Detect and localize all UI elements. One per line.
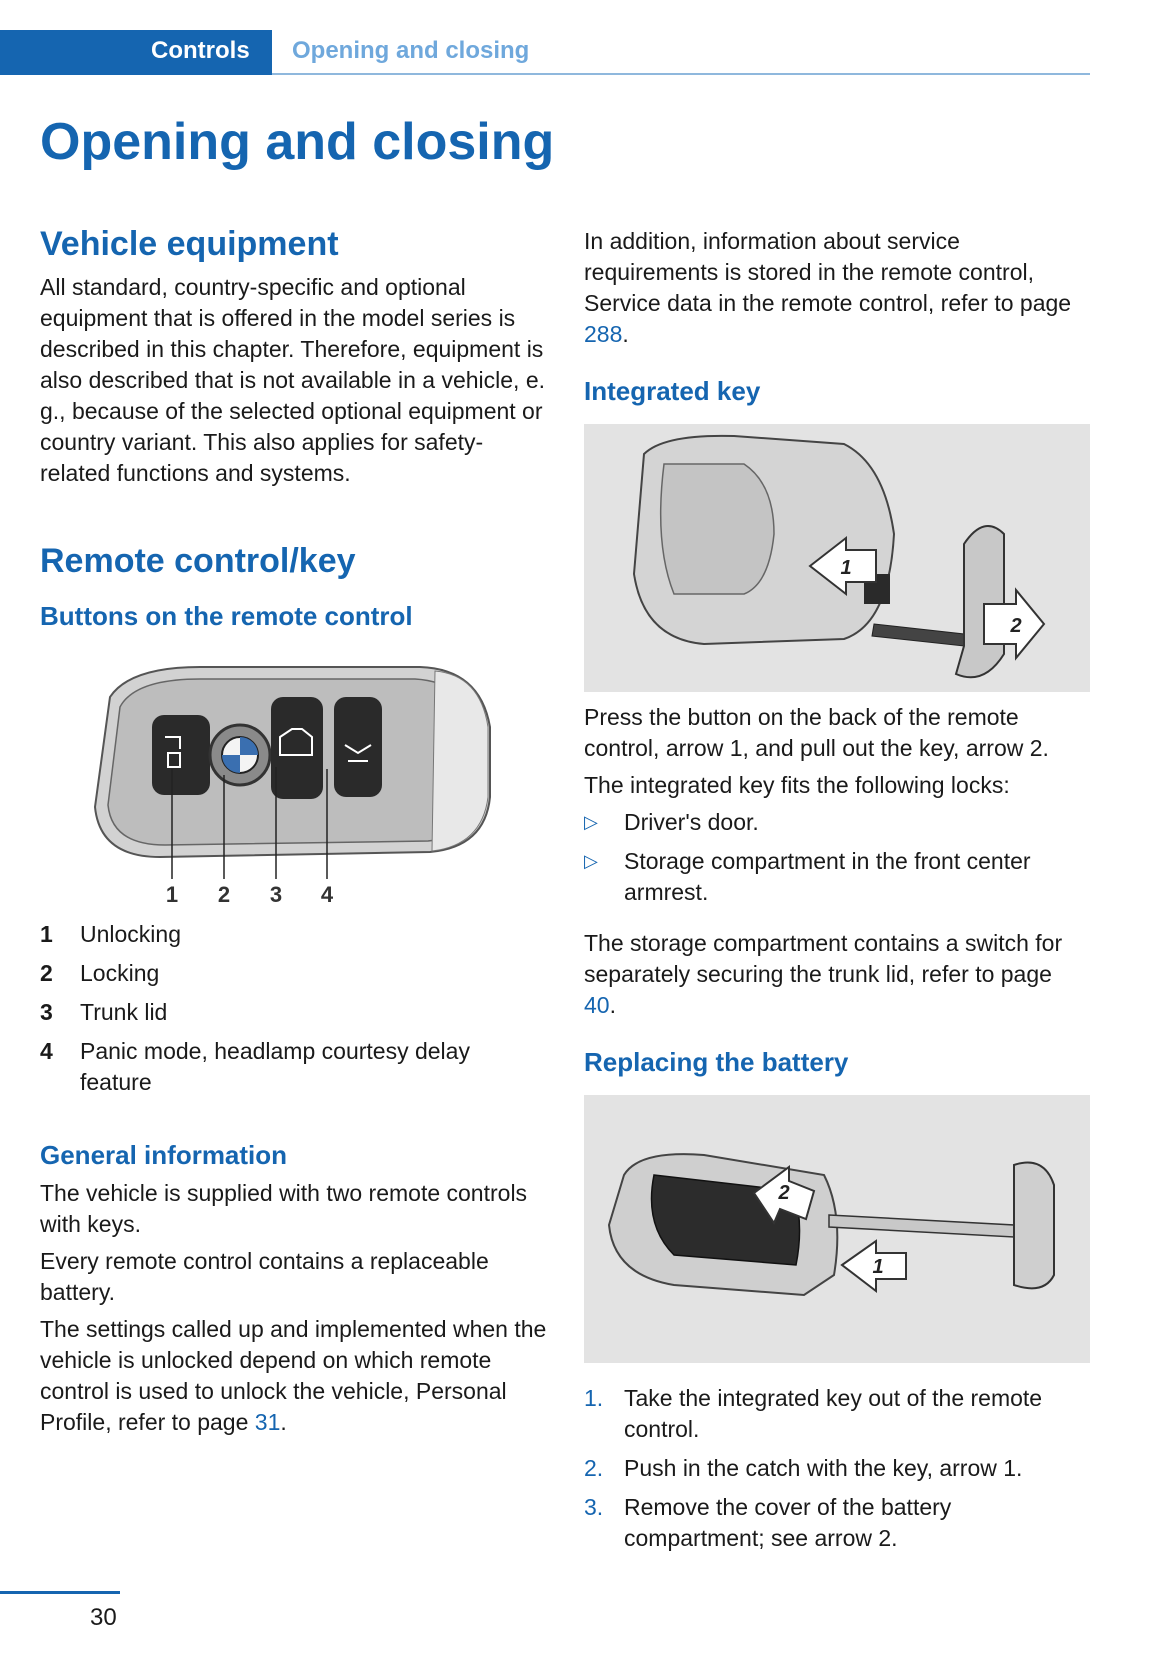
item-number: 2 — [40, 960, 53, 986]
page-link[interactable]: 288 — [584, 321, 623, 347]
battery-steps — [584, 1383, 1090, 1554]
arrow-label: 1 — [840, 557, 852, 579]
figure-label: 3 — [269, 882, 283, 907]
integrated-key-illustration — [584, 424, 1090, 692]
bullet-icon: ▷ — [584, 851, 598, 871]
list-item — [584, 846, 1090, 908]
general-text-1: The vehicle is supplied with two remote controls with keys. — [40, 1180, 528, 1237]
list-item — [584, 1492, 1090, 1554]
footer-rule — [0, 1591, 120, 1594]
item-label: Storage compartment in the front center armrest. — [624, 848, 1031, 905]
remote-control-illustration — [40, 657, 550, 907]
service-data-text: In addition, information about service requirements is stored in the remote control, Service data in the remote control, refer to page 288. — [584, 228, 1072, 347]
header-chapter: Controls — [151, 37, 250, 64]
arrow-label: 2 — [778, 1182, 790, 1204]
list-item — [584, 1383, 1090, 1445]
general-heading: General information — [40, 1140, 288, 1170]
integrated-key-figure — [584, 424, 1090, 692]
item-label: Panic mode, headlamp courtesy delay feature — [80, 1038, 470, 1095]
list-item — [40, 997, 550, 1028]
item-number: 4 — [40, 1038, 53, 1064]
page-number: 30 — [90, 1604, 117, 1631]
step-number: 1. — [584, 1385, 604, 1411]
arrow-label: 1 — [872, 1256, 884, 1278]
figure-label: 4 — [320, 882, 334, 907]
list-item — [584, 807, 1090, 838]
general-text-3: The settings called up and implemented when the vehicle is unlocked depend on which remote control is used to unlock the vehicle, Personal Profile, refer to page 31. — [40, 1316, 547, 1435]
step-text: Push in the catch with the key, arrow 1. — [624, 1455, 1023, 1481]
step-text: Take the integrated key out of the remote control. — [624, 1385, 1043, 1442]
list-item — [584, 1453, 1090, 1484]
header-rule — [272, 73, 1090, 75]
list-item — [40, 958, 550, 989]
right-column — [584, 226, 1090, 1562]
integrated-key-text-2: The integrated key fits the following locks: — [584, 772, 1010, 798]
integrated-key-text-3: The storage compartment contains a switch for separately securing the trunk lid, refer to page 40. — [584, 930, 1063, 1018]
step-number: 3. — [584, 1494, 604, 1520]
step-text: Remove the cover of the battery compartment; see arrow 2. — [624, 1494, 952, 1551]
list-item — [40, 1036, 550, 1098]
page-link[interactable]: 40 — [584, 992, 610, 1018]
vehicle-equipment-text: All standard, country-specific and optional equipment that is offered in the model series is described in this chapter. Therefore, equipment is also described that is not available in a vehicle, e. g., because of the selected optional equipment or country variant. This also applies for safety-related functions and systems. — [40, 274, 546, 486]
arrow-label: 2 — [1010, 615, 1022, 637]
item-label: Trunk lid — [80, 999, 168, 1025]
integrated-key-heading: Integrated key — [584, 376, 761, 406]
page-title: Opening and closing — [40, 113, 555, 171]
left-column — [40, 222, 550, 1438]
integrated-key-text-1: Press the button on the back of the remote control, arrow 1, and pull out the key, arrow 2. — [584, 704, 1049, 761]
remote-heading: Remote control/key — [40, 542, 356, 580]
figure-label: 1 — [165, 882, 179, 907]
vehicle-equipment-heading: Vehicle equipment — [40, 225, 339, 263]
header-section: Opening and closing — [292, 37, 530, 64]
figure-label: 2 — [217, 882, 231, 907]
remote-control-figure — [40, 657, 550, 907]
step-number: 2. — [584, 1455, 604, 1481]
page-link[interactable]: 31 — [254, 1409, 281, 1435]
item-number: 1 — [40, 921, 53, 947]
item-label: Unlocking — [80, 921, 181, 947]
buttons-heading: Buttons on the remote control — [40, 601, 413, 631]
battery-illustration — [584, 1095, 1090, 1363]
locks-list — [584, 807, 1090, 908]
item-number: 3 — [40, 999, 53, 1025]
item-label: Locking — [80, 960, 160, 986]
buttons-list — [40, 919, 550, 1098]
battery-figure — [584, 1095, 1090, 1363]
general-text-2: Every remote control contains a replaceable battery. — [40, 1248, 489, 1305]
battery-heading: Replacing the battery — [584, 1047, 849, 1077]
list-item — [40, 919, 550, 950]
item-label: Driver's door. — [624, 809, 759, 835]
bullet-icon: ▷ — [584, 812, 598, 832]
